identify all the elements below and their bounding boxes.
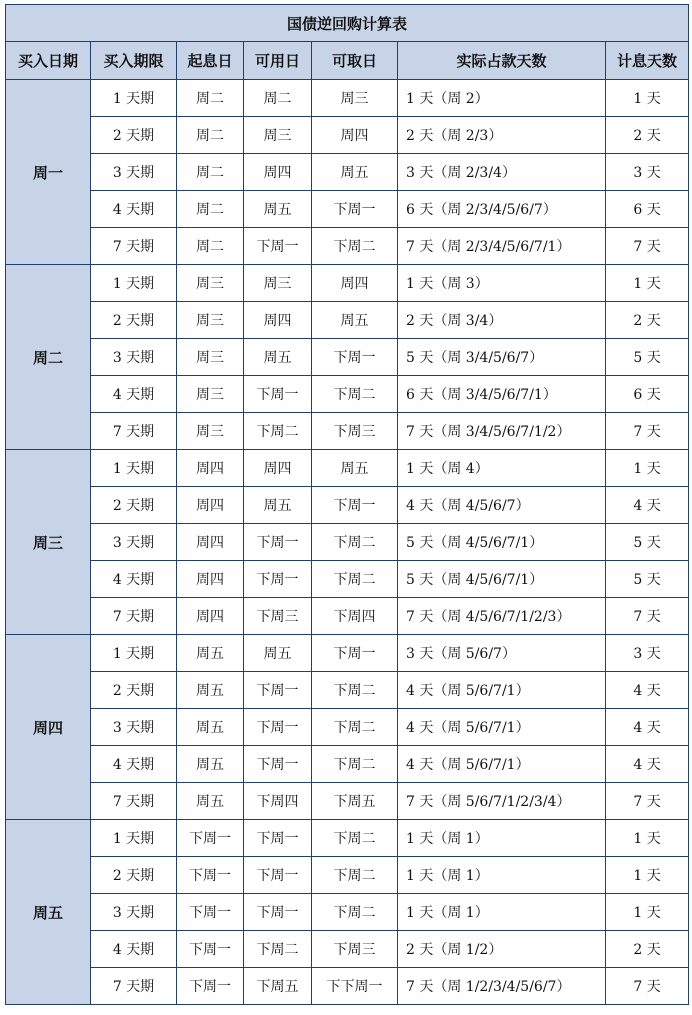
cell-available-date: 周四 [244, 302, 312, 339]
cell-actual-days: 4 天（周 5/6/7/1） [398, 672, 606, 709]
cell-interest-days: 5 天 [606, 561, 689, 598]
cell-term: 4 天期 [91, 376, 177, 413]
table-row [6, 746, 689, 783]
cell-term: 3 天期 [91, 524, 177, 561]
table-row [6, 339, 689, 376]
cell-term: 7 天期 [91, 783, 177, 820]
cell-term: 4 天期 [91, 191, 177, 228]
table-row [6, 857, 689, 894]
cell-value-date: 周二 [177, 117, 244, 154]
cell-withdraw-date: 下下周一 [312, 968, 398, 1005]
cell-withdraw-date: 周三 [312, 80, 398, 117]
cell-actual-days: 7 天（周 4/5/6/7/1/2/3） [398, 598, 606, 635]
table-row [6, 228, 689, 265]
cell-value-date: 周五 [177, 709, 244, 746]
table-row [6, 265, 689, 302]
table-row [6, 783, 689, 820]
table-row [6, 487, 689, 524]
cell-interest-days: 3 天 [606, 154, 689, 191]
buy-day-cell: 周一 [6, 80, 91, 265]
cell-available-date: 下周一 [244, 746, 312, 783]
cell-available-date: 下周三 [244, 598, 312, 635]
cell-value-date: 周二 [177, 80, 244, 117]
cell-value-date: 下周一 [177, 931, 244, 968]
cell-interest-days: 5 天 [606, 524, 689, 561]
cell-withdraw-date: 下周二 [312, 376, 398, 413]
table-title: 国债逆回购计算表 [6, 5, 689, 42]
cell-term: 7 天期 [91, 968, 177, 1005]
table-row [6, 561, 689, 598]
cell-available-date: 下周一 [244, 857, 312, 894]
cell-term: 1 天期 [91, 820, 177, 857]
header-available-date: 可用日 [244, 42, 312, 80]
cell-interest-days: 1 天 [606, 857, 689, 894]
header-term: 买入期限 [91, 42, 177, 80]
cell-interest-days: 7 天 [606, 228, 689, 265]
cell-actual-days: 5 天（周 4/5/6/7/1） [398, 561, 606, 598]
cell-interest-days: 2 天 [606, 931, 689, 968]
cell-value-date: 周三 [177, 413, 244, 450]
cell-value-date: 下周一 [177, 894, 244, 931]
cell-interest-days: 1 天 [606, 450, 689, 487]
repo-calculation-table [5, 4, 689, 1005]
cell-interest-days: 1 天 [606, 265, 689, 302]
header-row [6, 42, 689, 80]
cell-actual-days: 2 天（周 3/4） [398, 302, 606, 339]
cell-term: 1 天期 [91, 450, 177, 487]
cell-actual-days: 7 天（周 3/4/5/6/7/1/2） [398, 413, 606, 450]
cell-value-date: 下周一 [177, 820, 244, 857]
cell-withdraw-date: 周五 [312, 450, 398, 487]
cell-withdraw-date: 周四 [312, 265, 398, 302]
cell-available-date: 下周一 [244, 894, 312, 931]
cell-interest-days: 1 天 [606, 820, 689, 857]
cell-term: 4 天期 [91, 746, 177, 783]
cell-value-date: 周四 [177, 524, 244, 561]
cell-withdraw-date: 下周二 [312, 709, 398, 746]
cell-available-date: 下周一 [244, 672, 312, 709]
cell-withdraw-date: 下周三 [312, 413, 398, 450]
cell-interest-days: 4 天 [606, 672, 689, 709]
cell-term: 3 天期 [91, 339, 177, 376]
header-value-date: 起息日 [177, 42, 244, 80]
cell-actual-days: 3 天（周 2/3/4） [398, 154, 606, 191]
cell-term: 4 天期 [91, 931, 177, 968]
cell-interest-days: 4 天 [606, 487, 689, 524]
cell-interest-days: 7 天 [606, 413, 689, 450]
table-row [6, 598, 689, 635]
cell-available-date: 下周四 [244, 783, 312, 820]
cell-available-date: 下周一 [244, 820, 312, 857]
cell-term: 1 天期 [91, 635, 177, 672]
cell-term: 4 天期 [91, 561, 177, 598]
table-row [6, 302, 689, 339]
table-row [6, 894, 689, 931]
cell-term: 2 天期 [91, 302, 177, 339]
cell-actual-days: 7 天（周 1/2/3/4/5/6/7） [398, 968, 606, 1005]
buy-day-cell: 周三 [6, 450, 91, 635]
cell-value-date: 周五 [177, 635, 244, 672]
cell-value-date: 周五 [177, 746, 244, 783]
cell-actual-days: 5 天（周 3/4/5/6/7） [398, 339, 606, 376]
cell-withdraw-date: 下周二 [312, 672, 398, 709]
cell-available-date: 周四 [244, 450, 312, 487]
cell-actual-days: 5 天（周 4/5/6/7/1） [398, 524, 606, 561]
table-row [6, 117, 689, 154]
cell-withdraw-date: 下周二 [312, 894, 398, 931]
cell-term: 2 天期 [91, 672, 177, 709]
cell-value-date: 下周一 [177, 968, 244, 1005]
cell-value-date: 周二 [177, 191, 244, 228]
cell-term: 2 天期 [91, 857, 177, 894]
cell-value-date: 下周一 [177, 857, 244, 894]
cell-available-date: 下周一 [244, 561, 312, 598]
cell-actual-days: 4 天（周 4/5/6/7） [398, 487, 606, 524]
table-row [6, 524, 689, 561]
title-row [6, 5, 689, 42]
buy-day-cell: 周四 [6, 635, 91, 820]
cell-withdraw-date: 下周二 [312, 746, 398, 783]
cell-actual-days: 7 天（周 5/6/7/1/2/3/4） [398, 783, 606, 820]
cell-actual-days: 1 天（周 1） [398, 894, 606, 931]
buy-day-cell: 周五 [6, 820, 91, 1005]
cell-value-date: 周四 [177, 450, 244, 487]
table-row [6, 154, 689, 191]
cell-interest-days: 4 天 [606, 709, 689, 746]
cell-interest-days: 6 天 [606, 376, 689, 413]
cell-interest-days: 5 天 [606, 339, 689, 376]
cell-interest-days: 3 天 [606, 635, 689, 672]
cell-value-date: 周三 [177, 376, 244, 413]
cell-actual-days: 2 天（周 2/3） [398, 117, 606, 154]
cell-available-date: 下周五 [244, 968, 312, 1005]
cell-actual-days: 1 天（周 2） [398, 80, 606, 117]
cell-actual-days: 6 天（周 3/4/5/6/7/1） [398, 376, 606, 413]
cell-value-date: 周二 [177, 154, 244, 191]
cell-available-date: 周三 [244, 265, 312, 302]
header-actual-days: 实际占款天数 [398, 42, 606, 80]
table-row [6, 820, 689, 857]
repo-table-container [5, 4, 688, 1005]
cell-available-date: 周四 [244, 154, 312, 191]
cell-interest-days: 7 天 [606, 783, 689, 820]
table-row [6, 931, 689, 968]
cell-available-date: 周五 [244, 191, 312, 228]
cell-available-date: 周三 [244, 117, 312, 154]
cell-actual-days: 1 天（周 4） [398, 450, 606, 487]
table-row [6, 413, 689, 450]
table-row [6, 635, 689, 672]
cell-available-date: 下周一 [244, 524, 312, 561]
header-withdraw-date: 可取日 [312, 42, 398, 80]
cell-term: 3 天期 [91, 894, 177, 931]
table-row [6, 376, 689, 413]
header-interest-days: 计息天数 [606, 42, 689, 80]
cell-actual-days: 4 天（周 5/6/7/1） [398, 709, 606, 746]
cell-withdraw-date: 周五 [312, 302, 398, 339]
cell-withdraw-date: 下周一 [312, 487, 398, 524]
cell-withdraw-date: 下周一 [312, 339, 398, 376]
cell-interest-days: 2 天 [606, 302, 689, 339]
table-row [6, 968, 689, 1005]
cell-value-date: 周五 [177, 783, 244, 820]
table-row [6, 450, 689, 487]
cell-actual-days: 4 天（周 5/6/7/1） [398, 746, 606, 783]
cell-available-date: 下周一 [244, 376, 312, 413]
cell-available-date: 周二 [244, 80, 312, 117]
cell-interest-days: 4 天 [606, 746, 689, 783]
cell-withdraw-date: 下周二 [312, 228, 398, 265]
cell-value-date: 周四 [177, 561, 244, 598]
cell-withdraw-date: 下周一 [312, 635, 398, 672]
cell-value-date: 周二 [177, 228, 244, 265]
header-buy-date: 买入日期 [6, 42, 91, 80]
cell-withdraw-date: 下周二 [312, 524, 398, 561]
cell-term: 3 天期 [91, 154, 177, 191]
cell-withdraw-date: 下周五 [312, 783, 398, 820]
cell-available-date: 周五 [244, 339, 312, 376]
table-row [6, 80, 689, 117]
cell-actual-days: 2 天（周 1/2） [398, 931, 606, 968]
cell-actual-days: 1 天（周 1） [398, 857, 606, 894]
cell-withdraw-date: 下周二 [312, 561, 398, 598]
cell-term: 1 天期 [91, 265, 177, 302]
cell-interest-days: 2 天 [606, 117, 689, 154]
cell-available-date: 下周二 [244, 413, 312, 450]
cell-actual-days: 1 天（周 3） [398, 265, 606, 302]
cell-available-date: 下周一 [244, 709, 312, 746]
cell-term: 7 天期 [91, 413, 177, 450]
cell-available-date: 周五 [244, 487, 312, 524]
cell-interest-days: 7 天 [606, 598, 689, 635]
cell-withdraw-date: 下周二 [312, 857, 398, 894]
cell-term: 2 天期 [91, 117, 177, 154]
cell-interest-days: 1 天 [606, 894, 689, 931]
cell-available-date: 下周二 [244, 931, 312, 968]
cell-interest-days: 6 天 [606, 191, 689, 228]
cell-withdraw-date: 周四 [312, 117, 398, 154]
cell-withdraw-date: 下周三 [312, 931, 398, 968]
table-row [6, 672, 689, 709]
cell-actual-days: 7 天（周 2/3/4/5/6/7/1） [398, 228, 606, 265]
table-row [6, 709, 689, 746]
cell-interest-days: 1 天 [606, 80, 689, 117]
table-body [6, 80, 689, 1005]
cell-term: 3 天期 [91, 709, 177, 746]
cell-withdraw-date: 下周一 [312, 191, 398, 228]
cell-available-date: 周五 [244, 635, 312, 672]
cell-term: 7 天期 [91, 598, 177, 635]
cell-term: 1 天期 [91, 80, 177, 117]
cell-actual-days: 1 天（周 1） [398, 820, 606, 857]
cell-value-date: 周五 [177, 672, 244, 709]
cell-withdraw-date: 下周四 [312, 598, 398, 635]
cell-term: 7 天期 [91, 228, 177, 265]
cell-value-date: 周四 [177, 598, 244, 635]
cell-value-date: 周四 [177, 487, 244, 524]
buy-day-cell: 周二 [6, 265, 91, 450]
cell-value-date: 周三 [177, 339, 244, 376]
cell-term: 2 天期 [91, 487, 177, 524]
cell-value-date: 周三 [177, 265, 244, 302]
table-row [6, 191, 689, 228]
cell-available-date: 下周一 [244, 228, 312, 265]
cell-actual-days: 3 天（周 5/6/7） [398, 635, 606, 672]
cell-withdraw-date: 下周二 [312, 820, 398, 857]
cell-actual-days: 6 天（周 2/3/4/5/6/7） [398, 191, 606, 228]
cell-withdraw-date: 周五 [312, 154, 398, 191]
cell-value-date: 周三 [177, 302, 244, 339]
cell-interest-days: 7 天 [606, 968, 689, 1005]
